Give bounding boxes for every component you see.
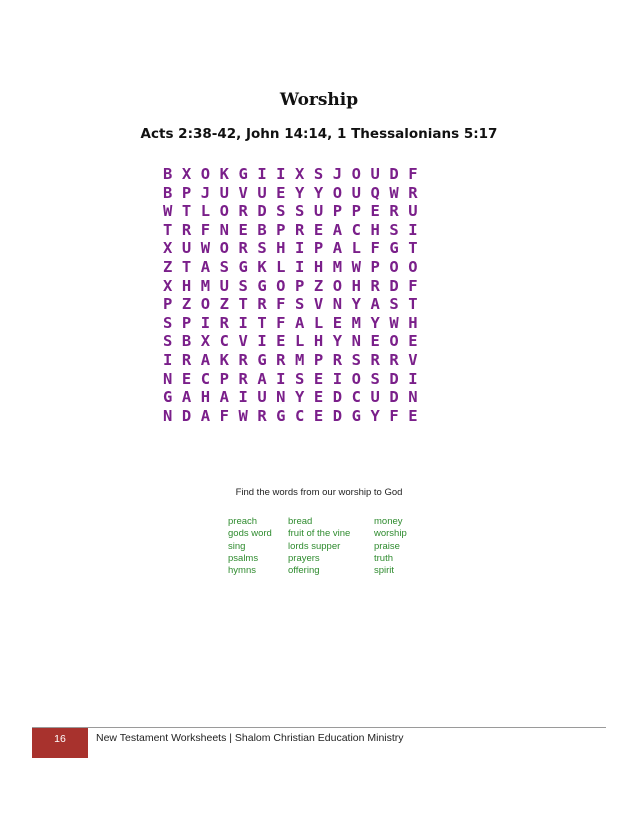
grid-row: N D A F W R G C E D G Y F E: [163, 406, 418, 425]
grid-row: G A H A I U N Y E D C U D N: [163, 388, 418, 407]
word-list: [228, 516, 444, 577]
word-list-item: lords supper: [288, 540, 341, 552]
word-list-item: hymns: [228, 565, 256, 577]
grid-row: B X O K G I I X S J O U D F: [163, 165, 418, 183]
footer-divider: [32, 727, 606, 728]
footer-text: New Testament Worksheets | Shalom Christian Education Ministry: [96, 732, 404, 744]
word-search-grid: [163, 165, 418, 425]
grid-row: X U W O R S H I P A L F G T: [163, 239, 418, 258]
grid-row: N E C P R A I S E I O S D I: [163, 369, 418, 388]
grid-row: B P J U V U E Y Y O U Q W R: [163, 183, 418, 202]
grid-row: T R F N E B P R E A C H S I: [163, 220, 418, 239]
grid-row: I R A K R G R M P R S R R V: [163, 350, 418, 369]
word-list-item: gods word: [228, 528, 272, 540]
page-title: Worship: [279, 90, 359, 110]
word-list-item: truth: [374, 552, 394, 564]
word-list-item: preach: [228, 516, 258, 527]
grid-row: Z T A S G K L I H M W P O O: [163, 257, 418, 276]
grid-row: W T L O R D S S U P P E R U: [163, 202, 418, 221]
word-list-item: money: [374, 516, 403, 527]
instructions: Find the words from our worship to God: [235, 487, 403, 498]
grid-row: S B X C V I E L H Y N E O E: [163, 332, 418, 351]
word-list-item: psalms: [228, 552, 259, 564]
word-list-item: praise: [374, 540, 400, 552]
page-number: 16: [32, 728, 88, 758]
grid-row: S P I R I T F A L E M Y W H: [163, 313, 418, 332]
word-list-item: prayers: [288, 552, 320, 564]
word-list-item: spirit: [374, 565, 395, 577]
scripture-references: Acts 2:38-42, John 14:14, 1 Thessalonians 5:17: [140, 126, 498, 142]
word-list-item: bread: [288, 516, 313, 527]
word-list-item: offering: [288, 565, 320, 577]
grid-row: P Z O Z T R F S V N Y A S T: [163, 295, 418, 314]
grid-row: X H M U S G O P Z O H R D F: [163, 276, 418, 295]
word-list-item: fruit of the vine: [288, 528, 351, 540]
word-list-item: worship: [374, 528, 407, 540]
word-list-item: sing: [228, 540, 246, 552]
